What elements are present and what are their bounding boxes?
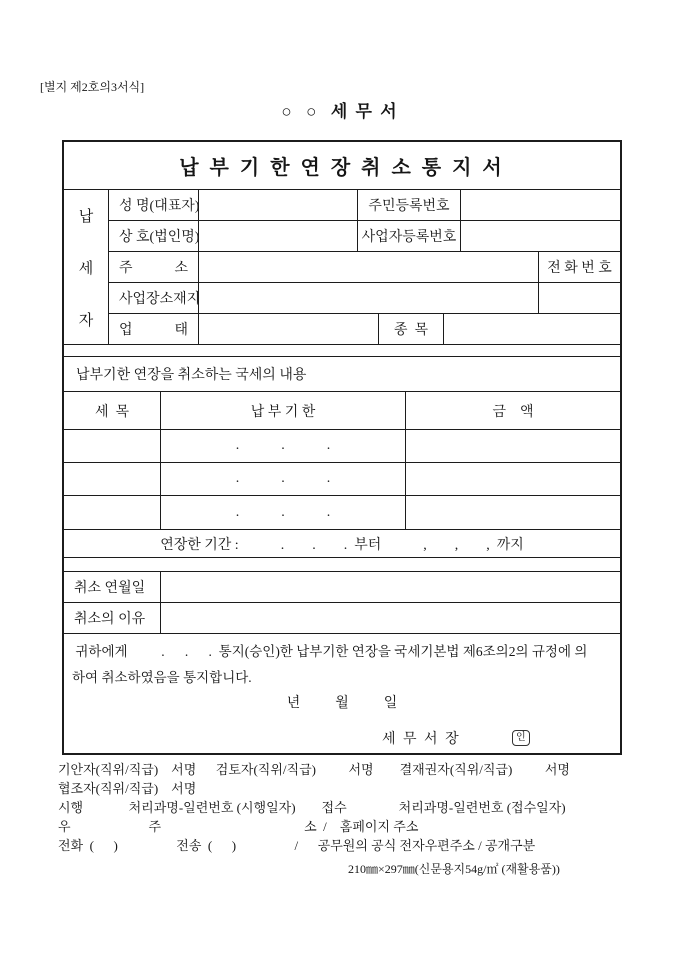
date-line: 년 월 일 [286,696,398,711]
tax-table-header-row [64,392,620,430]
amount-cell [406,463,620,495]
col-deadline: 납 부 기 한 [161,392,406,429]
deadline-cell: . . . [161,430,406,462]
tax-section-title: 납부기한 연장을 취소하는 국세의 내용 [64,357,620,392]
cancel-reason-value-cell [161,603,620,633]
footer-processing-line: 시행 처리과명-일련번호 (시행일자) 접수 처리과명-일련번호 (접수일자) [58,800,566,815]
name-label: 성 명(대표자) [109,190,199,220]
signer-title: 세 무 서 장 [382,732,461,747]
footer-address-line: 우 주 소 / 홈페이지 주소 [58,819,419,834]
cancel-reason-row [64,603,620,634]
footer-paper-spec: 210㎜×297㎜(신문용지54g/㎡ (재활용품)) [348,862,560,876]
taxpayer-company-row [109,221,620,252]
col-amount: 금 액 [492,404,534,420]
phone-value-cell [539,283,620,313]
phone-label: 전 화 번 호 [547,261,612,276]
site-value-cell [199,283,539,313]
tax-item-cell [64,430,161,462]
tax-item-cell [64,496,161,529]
cancel-date-row [64,572,620,603]
biz-type-value-cell [199,314,379,344]
cancel-date-value-cell [161,572,620,602]
taxpayer-site-row [109,283,620,314]
footer-approvers-line: 기안자(직위/직급) 서명 검토자(직위/직급) 서명 결재권자(직위/직급) 서명 [58,762,570,777]
tax-item-cell [64,463,161,495]
footer-cooperator-line: 협조자(직위/직급) 서명 [58,781,197,796]
tax-table-row [64,463,620,496]
notice-line-1: 귀하에게 . . . 통지(승인)한 납부기한 연장을 국세기본법 제6조의2의 규정에 의 [72,644,588,659]
deadline-cell: . . . [161,496,406,529]
separator-row-1 [64,345,620,357]
cancel-reason-label: 취소의 이유 [64,603,161,633]
amount-cell [406,430,620,462]
taxpayer-group-char-1: 납 [78,209,94,226]
tax-table-row [64,430,620,463]
taxpayer-name-row [109,190,620,221]
rrn-label: 주민등록번호 [358,190,461,220]
separator-row-2 [64,558,620,572]
extended-period-line: 연장한 기간 : . . . 부터 , , , 까지 [64,530,620,558]
name-value-cell [199,190,358,220]
tax-table-row [64,496,620,530]
cancel-date-label: 취소 연월일 [64,572,161,602]
brn-label: 사업자등록번호 [358,221,461,251]
site-label: 사업장소재지 [109,283,199,313]
document-title: 납 부 기 한 연 장 취 소 통 지 서 [64,142,620,190]
company-value-cell [199,221,358,251]
biz-type-label: 업 태 [109,314,199,344]
seal-icon: 인 [512,730,530,746]
brn-value-cell [461,221,620,251]
amount-cell [406,496,620,529]
notice-line-2: 하여 취소하였음을 통지합니다. [72,670,252,685]
item-label: 종 목 [379,314,444,344]
stamp-mark [512,727,530,746]
item-value-cell [444,314,620,344]
office-title: ○ ○ 세 무 서 [281,102,399,121]
address-label: 주 소 [109,252,199,282]
taxpayer-group-char-2: 세 [78,260,94,277]
taxpayer-address-row [109,252,620,283]
form-code: [별지 제2호의3서식] [40,80,145,94]
footer-phone-line: 전화 ( ) 전송 ( ) / 공무원의 공식 전자우편주소 / 공개구분 [58,838,536,853]
taxpayer-group-char-3: 자 [78,312,94,329]
address-value-cell [199,252,539,282]
company-label: 상 호(법인명) [109,221,199,251]
taxpayer-biztype-row [64,314,620,345]
deadline-cell: . . . [161,463,406,495]
col-tax-item: 세 목 [64,392,161,429]
rrn-value-cell [461,190,620,220]
notice-area [64,634,620,753]
form-box [62,140,622,755]
